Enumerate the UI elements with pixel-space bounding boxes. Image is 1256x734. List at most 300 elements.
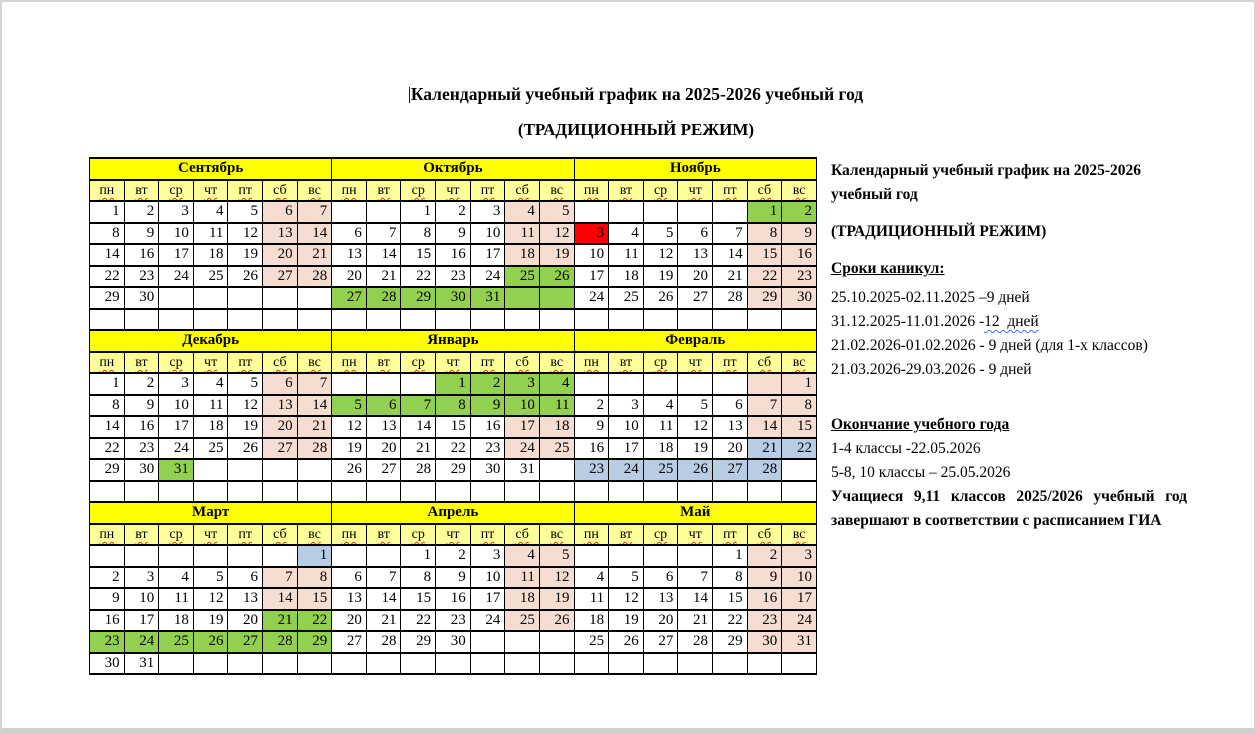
weekday-label: вт [377,526,390,542]
day-cell: 17 [159,244,194,266]
day-cell: 25 [193,266,228,288]
day-cell: 31 [159,459,194,481]
day-cell: 20 [643,610,678,632]
day-cell [228,459,263,481]
week-row [90,266,817,288]
weekday-header [470,352,505,374]
day-cell: 9 [124,395,159,417]
day-cell: 13 [643,588,678,610]
week-row [90,588,817,610]
day-cell: 6 [228,567,263,589]
day-cell: 11 [574,588,609,610]
weekday-header [470,524,505,546]
weekday-label: пн [341,182,357,198]
day-cell: 20 [366,438,401,460]
weekday-header [366,352,401,374]
spacer-cell [401,309,436,331]
weekday-label: пн [583,526,599,542]
day-cell: 9 [436,567,471,589]
day-cell: 4 [193,201,228,223]
day-cell [505,631,540,653]
weekday-header [678,352,713,374]
weekday-header [782,352,817,374]
day-cell [228,287,263,309]
weekday-header [159,352,194,374]
weekday-label: чт [204,182,218,198]
spacer-cell [712,481,747,503]
day-cell: 11 [643,416,678,438]
day-cell: 10 [124,588,159,610]
day-cell: 18 [505,244,540,266]
day-cell: 16 [470,416,505,438]
day-cell: 29 [90,459,125,481]
day-cell [263,653,298,675]
weekday-header [90,352,125,374]
day-cell: 22 [297,610,332,632]
weekday-label: ср [653,182,668,198]
day-cell: 20 [263,416,298,438]
day-cell: 1 [401,201,436,223]
day-cell: 16 [124,244,159,266]
spacer-cell [366,481,401,503]
day-cell [539,653,574,675]
day-cell: 10 [505,395,540,417]
day-cell: 13 [263,223,298,245]
day-cell: 25 [609,287,644,309]
day-cell: 12 [228,223,263,245]
day-cell: 28 [712,287,747,309]
day-cell: 14 [297,223,332,245]
day-cell: 6 [366,395,401,417]
weekday-header [505,180,540,202]
day-cell [643,653,678,675]
day-cell: 2 [747,545,782,567]
day-cell: 13 [263,395,298,417]
weekday-header [782,524,817,546]
vacation-dates-list [831,286,1187,382]
day-cell [297,459,332,481]
day-cell [678,201,713,223]
day-cell [436,653,471,675]
weekday-label: сб [515,182,529,198]
weekday-header [124,352,159,374]
weekday-label: вт [135,354,148,370]
day-cell: 30 [90,653,125,675]
day-cell: 5 [193,567,228,589]
weekday-header [505,352,540,374]
week-row [90,244,817,266]
day-cell: 14 [747,416,782,438]
day-cell: 3 [124,567,159,589]
spacer-cell [193,481,228,503]
day-cell: 18 [159,610,194,632]
day-cell: 13 [678,244,713,266]
weekday-header [712,352,747,374]
notes-panel [831,157,1187,533]
day-cell: 26 [228,266,263,288]
notes-subtitle: (ТРАДИЦИОННЫЙ РЕЖИМ) [831,223,1047,240]
day-cell: 11 [193,223,228,245]
weekday-label: ср [169,526,183,542]
spacer-cell [436,481,471,503]
week-row [90,610,817,632]
day-cell: 16 [747,588,782,610]
spacer-cell [193,309,228,331]
weekday-header [90,180,125,202]
day-cell: 21 [712,266,747,288]
month-header: Май [574,502,816,524]
day-cell: 20 [228,610,263,632]
weekday-label: вт [377,182,390,198]
month-header-row [90,502,817,524]
day-cell: 6 [643,567,678,589]
weekday-header [574,524,609,546]
day-cell [678,653,713,675]
day-cell: 27 [263,438,298,460]
week-row [90,438,817,460]
document-page [2,84,1254,675]
day-cell: 25 [159,631,194,653]
day-cell [263,287,298,309]
day-cell: 18 [193,244,228,266]
weekday-label: чт [688,182,702,198]
weekday-header [747,180,782,202]
day-cell: 2 [436,201,471,223]
day-cell: 26 [332,459,367,481]
day-cell: 18 [574,610,609,632]
weekday-header [124,524,159,546]
weekday-header-row [90,524,817,546]
day-cell [124,545,159,567]
month-header: Декабрь [90,330,332,352]
day-cell: 15 [782,416,817,438]
day-cell: 3 [609,395,644,417]
day-cell: 16 [436,588,471,610]
day-cell: 9 [90,588,125,610]
spacer-cell [297,309,332,331]
day-cell [643,201,678,223]
day-cell [643,373,678,395]
day-cell: 24 [782,610,817,632]
day-cell: 29 [436,459,471,481]
day-cell: 23 [574,459,609,481]
day-cell: 9 [124,223,159,245]
page-title-text: Календарный учебный график на 2025-2026 учебный год [410,84,864,104]
weekday-header [782,180,817,202]
spacer-cell [505,309,540,331]
weekday-header [159,524,194,546]
weekday-label: пн [99,526,115,542]
day-cell: 20 [332,610,367,632]
vacation-period [831,286,1187,310]
weekday-header [436,352,471,374]
weekday-label: сб [757,354,772,370]
day-cell: 5 [228,373,263,395]
weekday-label: ср [411,182,425,198]
day-cell [332,201,367,223]
weekday-label: вс [792,354,806,370]
day-cell: 22 [90,438,125,460]
day-cell [539,287,574,309]
spacer-cell [609,481,644,503]
day-cell: 30 [747,631,782,653]
spacer-cell [574,309,609,331]
weekday-label: сб [515,354,529,370]
weekday-header [297,352,332,374]
day-cell: 18 [505,588,540,610]
day-cell: 10 [159,223,194,245]
day-cell: 20 [678,266,713,288]
day-cell: 2 [470,373,505,395]
weekday-label: вт [135,182,148,198]
day-cell: 29 [401,287,436,309]
day-cell: 29 [297,631,332,653]
day-cell [159,653,194,675]
day-cell: 8 [401,223,436,245]
day-cell [609,201,644,223]
weekday-label: чт [688,354,702,370]
day-cell: 8 [90,395,125,417]
text-cursor-caret [409,87,410,103]
weekday-label: пт [480,182,495,198]
day-cell: 2 [574,395,609,417]
spacer-cell [159,481,194,503]
content-area [89,157,1254,675]
day-cell: 26 [678,459,713,481]
day-cell [366,373,401,395]
spacer-cell [712,309,747,331]
day-cell: 19 [643,266,678,288]
day-cell: 18 [193,416,228,438]
day-cell: 10 [609,416,644,438]
day-cell: 11 [193,395,228,417]
weekday-header [712,180,747,202]
spacer-cell [159,309,194,331]
day-cell [366,545,401,567]
gia-note: Учащиеся 9,11 классов 2025/2026 учебный год завершают в соответствии с расписанием ГИА [831,488,1187,529]
month-header: Октябрь [332,158,574,180]
day-cell: 27 [228,631,263,653]
year-end-line-2: 5-8, 10 классы – 25.05.2026 [831,464,1011,481]
day-cell [90,545,125,567]
month-header: Апрель [332,502,574,524]
weekday-header [366,180,401,202]
day-cell: 23 [124,266,159,288]
day-cell [193,545,228,567]
spacer-cell [263,309,298,331]
day-cell: 28 [263,631,298,653]
weekday-label: ср [653,526,668,542]
weekday-header [401,180,436,202]
day-cell: 31 [124,653,159,675]
weekday-label: пт [480,526,495,542]
day-cell [609,653,644,675]
day-cell [297,287,332,309]
weekday-header [643,180,678,202]
weekday-header [228,524,263,546]
day-cell: 26 [609,631,644,653]
weekday-header [297,180,332,202]
month-header: Январь [332,330,574,352]
day-cell [470,631,505,653]
day-cell: 11 [609,244,644,266]
spacer-cell [470,481,505,503]
month-header: Сентябрь [90,158,332,180]
weekday-header [505,524,540,546]
day-cell [747,373,782,395]
day-cell: 3 [159,373,194,395]
day-cell [366,653,401,675]
day-cell [470,653,505,675]
weekday-label: вт [619,354,633,370]
day-cell: 1 [90,373,125,395]
spacer-cell [263,481,298,503]
day-cell: 30 [782,287,817,309]
day-cell: 13 [332,588,367,610]
day-cell: 5 [332,395,367,417]
day-cell: 23 [747,610,782,632]
day-cell: 7 [712,223,747,245]
weekday-label: ср [653,354,668,370]
day-cell: 31 [782,631,817,653]
day-cell: 17 [470,244,505,266]
weekday-header [539,524,574,546]
day-cell: 17 [124,610,159,632]
day-cell: 27 [366,459,401,481]
day-cell: 1 [401,545,436,567]
weekday-header [401,352,436,374]
weekday-header [609,524,644,546]
weekday-header-row [90,352,817,374]
day-cell: 4 [505,201,540,223]
weekday-label: сб [273,354,287,370]
vacation-period-text: 25.10.2025-02.11.2025 –9 дней [831,289,1030,306]
week-row [90,395,817,417]
day-cell [574,201,609,223]
vacation-period-text: 21.02.2026-01.02.2026 - 9 дней (для 1-х классов) [831,337,1148,354]
weekday-label: вс [550,182,564,198]
spacer-cell [574,481,609,503]
day-cell: 19 [332,438,367,460]
day-cell: 6 [263,201,298,223]
day-cell: 29 [747,287,782,309]
day-cell: 14 [263,588,298,610]
day-cell: 22 [401,266,436,288]
day-cell: 6 [332,567,367,589]
day-cell: 5 [539,201,574,223]
day-cell: 8 [90,223,125,245]
weekday-label: пн [341,526,357,542]
day-cell: 28 [678,631,713,653]
day-cell [539,631,574,653]
day-cell: 27 [332,287,367,309]
weekday-header [193,352,228,374]
day-cell: 22 [747,266,782,288]
day-cell [609,373,644,395]
day-cell: 25 [643,459,678,481]
day-cell: 26 [228,438,263,460]
month-header: Февраль [574,330,816,352]
spacer-cell [609,309,644,331]
day-cell: 24 [124,631,159,653]
day-cell: 3 [574,223,609,245]
day-cell: 23 [90,631,125,653]
day-cell: 12 [678,416,713,438]
weekday-header [193,524,228,546]
vacation-period [831,334,1187,358]
day-cell: 30 [124,287,159,309]
weekday-label: ср [411,354,425,370]
weekday-header [228,352,263,374]
month-header: Март [90,502,332,524]
day-cell: 29 [90,287,125,309]
day-cell: 21 [297,244,332,266]
day-cell: 15 [747,244,782,266]
day-cell: 14 [366,244,401,266]
weekday-label: сб [757,526,772,542]
day-cell: 29 [401,631,436,653]
day-cell: 19 [193,610,228,632]
weekday-label: вт [377,354,390,370]
day-cell: 7 [297,201,332,223]
day-cell: 26 [193,631,228,653]
weekday-header [366,524,401,546]
day-cell [159,545,194,567]
week-row [90,373,817,395]
day-cell [505,287,540,309]
day-cell: 9 [747,567,782,589]
day-cell: 13 [712,416,747,438]
day-cell: 12 [193,588,228,610]
day-cell: 17 [574,266,609,288]
day-cell: 7 [747,395,782,417]
spacer-cell [782,481,817,503]
spacer-cell [228,481,263,503]
day-cell: 24 [159,438,194,460]
vacation-period [831,310,1187,334]
day-cell: 15 [436,416,471,438]
weekday-label: пт [722,354,737,370]
day-cell: 21 [263,610,298,632]
day-cell [782,459,817,481]
weekday-header [193,180,228,202]
day-cell: 11 [505,567,540,589]
day-cell: 7 [366,223,401,245]
day-cell: 17 [782,588,817,610]
day-cell: 3 [159,201,194,223]
day-cell: 18 [643,438,678,460]
page-subtitle: (ТРАДИЦИОННЫЙ РЕЖИМ) [517,120,755,139]
day-cell: 1 [712,545,747,567]
day-cell [678,373,713,395]
day-cell: 24 [609,459,644,481]
weekday-label: сб [515,526,529,542]
weekday-header [297,524,332,546]
day-cell: 13 [228,588,263,610]
vacation-period-text: 31.12.2025-11.01.2026 - [831,313,985,330]
day-cell: 2 [90,567,125,589]
day-cell: 27 [332,631,367,653]
day-cell: 30 [124,459,159,481]
weekday-label: пт [722,182,737,198]
day-cell: 28 [297,438,332,460]
weekday-header [747,352,782,374]
day-cell: 1 [297,545,332,567]
weekday-header [539,180,574,202]
weekday-header [712,524,747,546]
day-cell: 9 [470,395,505,417]
day-cell: 7 [678,567,713,589]
